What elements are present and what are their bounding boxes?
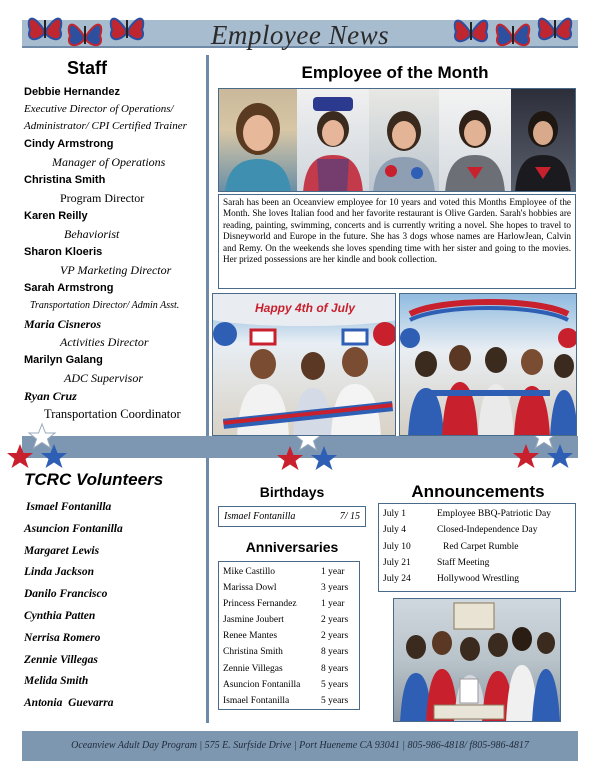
staff-heading: Staff [67, 58, 107, 78]
anniversary-row [223, 596, 355, 612]
butterfly-icon [29, 19, 61, 40]
staff-role: Executive Director of Operations/ Administrator/ CPI Certified Trainer [24, 103, 187, 132]
party-banner: Happy 4th of July [254, 301, 356, 315]
anniversary-name: Christina Smith [223, 647, 283, 658]
announcements-box [378, 503, 576, 592]
staff-name: Sarah Armstrong [24, 282, 114, 294]
anniversary-years: 1 year [321, 599, 345, 610]
team-photo [393, 598, 561, 722]
volunteer-name: Margaret Lewis [24, 544, 100, 557]
anniversary-years: 8 years [321, 647, 349, 658]
stars-left [2, 422, 72, 474]
star-icon [311, 446, 337, 470]
butterflies-right [448, 6, 578, 54]
employee-of-month-heading: Employee of the Month [301, 63, 489, 82]
anniversary-row [223, 564, 355, 580]
volunteer-name: Nerrisa Romero [24, 631, 101, 644]
volunteer-name: Antonia Guevarra [24, 697, 114, 710]
butterfly-icon [497, 25, 529, 46]
volunteers-list [24, 497, 204, 715]
volunteer-name: Cynthia Patten [24, 609, 96, 622]
announcement-date: July 4 [383, 525, 406, 536]
employee-photo [219, 89, 297, 191]
star-icon [29, 424, 55, 448]
staff-role: Activities Director [60, 335, 149, 349]
star-icon [7, 444, 33, 468]
anniversaries-heading: Anniversaries [245, 539, 339, 555]
announcement-date: July 21 [383, 557, 411, 568]
announcement-event: Employee BBQ-Patriotic Day [437, 509, 551, 519]
announcements-heading: Announcements [411, 482, 545, 501]
birthday-date: 7/ 15 [339, 511, 360, 522]
staff-role: ADC Supervisor [64, 371, 143, 385]
volunteers-heading: TCRC Volunteers [24, 470, 164, 489]
announcement-row [383, 506, 571, 522]
butterflies-left [22, 6, 152, 54]
staff-role: VP Marketing Director [60, 263, 172, 277]
anniversaries-box [218, 561, 360, 710]
volunteer-name: Zennie Villegas [24, 653, 98, 666]
announcement-row [383, 555, 571, 571]
staff-name: Debbie Hernandez [24, 86, 120, 98]
anniversary-years: 5 years [321, 679, 349, 690]
column-divider [206, 55, 209, 723]
staff-name: Sharon Kloeris [24, 246, 103, 258]
anniversary-row [223, 677, 355, 693]
anniversary-name: Mike Castillo [223, 567, 275, 577]
staff-role: Manager of Operations [52, 155, 166, 169]
staff-name: Marilyn Galang [24, 354, 103, 366]
anniversary-name: Zennie Villegas [223, 663, 283, 674]
butterfly-icon [539, 19, 571, 40]
staff-name: Christina Smith [24, 174, 106, 186]
announcement-date: July 10 [383, 541, 411, 552]
announcement-event: Closed-Independence Day [437, 525, 538, 536]
anniversary-row [223, 693, 355, 709]
anniversary-years: 5 years [321, 695, 349, 706]
employee-photo [511, 89, 575, 191]
staff-name: Maria Cisneros [24, 317, 102, 331]
employee-photo [297, 89, 369, 191]
announcement-date: July 24 [383, 574, 411, 585]
star-icon [41, 444, 67, 468]
staff-name: Ryan Cruz [24, 389, 77, 403]
anniversary-name: Marissa Dowl [223, 583, 277, 594]
anniversary-years: 8 years [321, 663, 349, 674]
birthdays-box [218, 506, 366, 527]
volunteer-name: Asuncion Fontanilla [24, 522, 123, 535]
butterfly-icon [111, 19, 143, 40]
star-icon [277, 446, 303, 470]
volunteer-name: Melida Smith [24, 675, 89, 688]
star-icon [547, 444, 573, 468]
star-icon [513, 444, 539, 468]
butterfly-icon [69, 25, 101, 46]
staff-name: Cindy Armstrong [24, 138, 114, 150]
employee-photo-strip [218, 88, 576, 192]
anniversary-row [223, 661, 355, 677]
anniversary-row [223, 628, 355, 644]
staff-role: Transportation Coordinator [44, 407, 181, 421]
volunteer-name: Danilo Francisco [24, 588, 108, 601]
announcement-event: Red Carpet Rumble [443, 541, 519, 552]
anniversary-years: 1 year [321, 567, 345, 577]
anniversary-years: 3 years [321, 583, 349, 594]
volunteer-name: Ismael Fontanilla [26, 501, 112, 513]
announcement-row [383, 522, 571, 538]
anniversary-name: Renee Mantes [223, 631, 278, 642]
employee-photo [369, 89, 439, 191]
party-photo [212, 293, 396, 436]
anniversary-name: Asuncion Fontanilla [223, 679, 301, 690]
butterfly-icon [455, 21, 487, 42]
staff-role: Program Director [60, 191, 145, 205]
announcement-date: July 1 [383, 509, 406, 519]
page-title: Employee News [210, 20, 390, 50]
staff-list [24, 83, 206, 423]
party-photo [399, 293, 577, 436]
birthdays-heading: Birthdays [259, 484, 325, 500]
staff-name: Karen Reilly [24, 210, 88, 222]
announcement-row [383, 571, 571, 587]
staff-role: Transportation Director/ Admin Asst. [30, 300, 180, 311]
footer: Oceanview Adult Day Program | 575 E. Surfside Drive | Port Hueneme CA 93041 | 805-986-4818/ f805-986-4817 [22, 731, 578, 761]
employee-photo [439, 89, 511, 191]
anniversary-years: 2 years [321, 615, 349, 626]
anniversary-row [223, 612, 355, 628]
anniversary-name: Princess Fernandez [223, 599, 297, 610]
announcement-event: Staff Meeting [437, 557, 490, 568]
announcement-event: Hollywood Wrestling [437, 574, 520, 585]
announcement-row [383, 539, 571, 555]
staff-role: Behaviorist [64, 227, 120, 241]
anniversary-name: Ismael Fontanilla [223, 695, 290, 706]
anniversary-years: 2 years [321, 631, 349, 642]
volunteer-name: Linda Jackson [24, 566, 94, 579]
anniversary-name: Jasmine Joubert [223, 615, 284, 626]
employee-of-month-text: Sarah has been an Oceanview employee for 10 years and voted this Months Employee of the Month. She loves Italian food and her favorite restaurant is Olive Garden. Sarah's hobbies are reading, painting, swimming, concerts and is currently writing a novel. She hopes to travel to Disneyworld and Europe in the future. She has 3 dogs whose names are HarlowJean, Calvin and Remy. On the weekends she loves spending time with her sister and going to the movies. Her prized possessions are her kindle and book collection. [218, 194, 576, 289]
anniversary-row [223, 644, 355, 660]
birthday-name: Ismael Fontanilla [224, 511, 296, 522]
anniversary-row [223, 580, 355, 596]
